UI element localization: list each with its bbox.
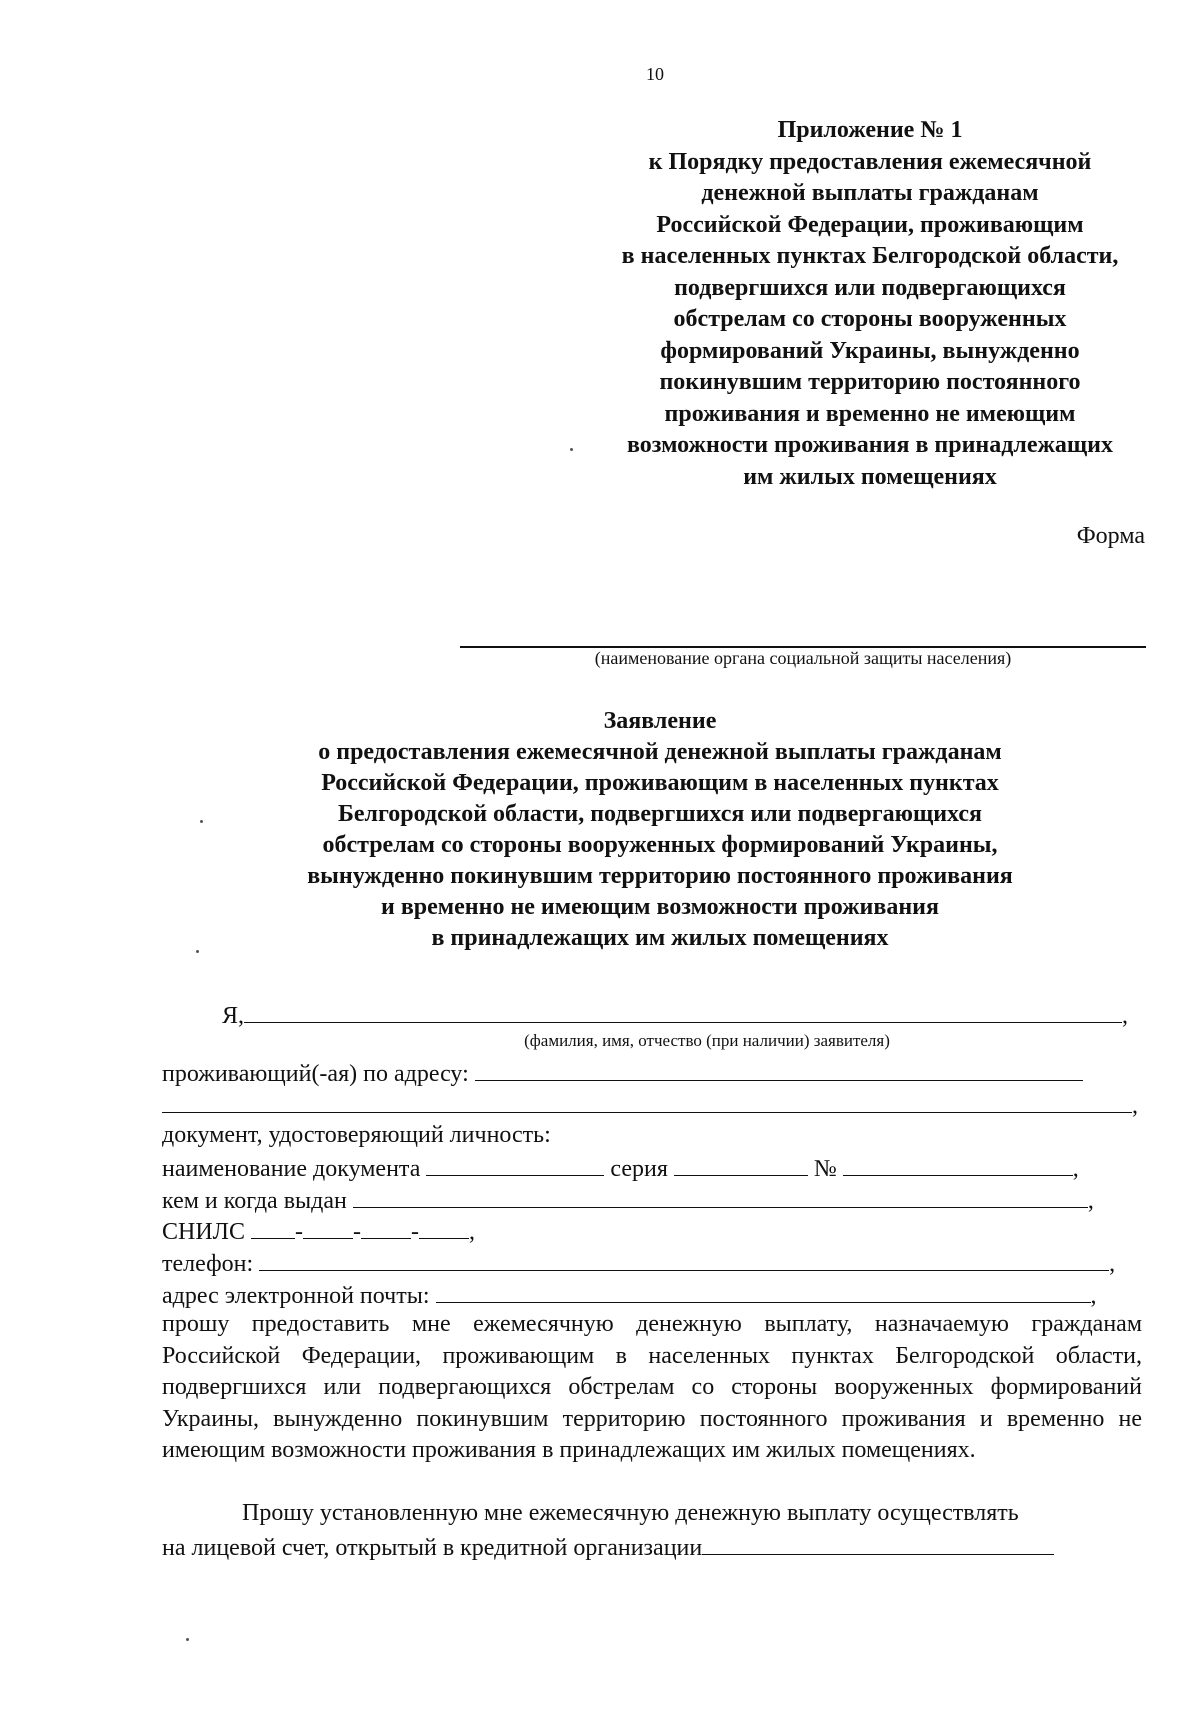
comma: ,	[1109, 1251, 1116, 1277]
title-line: в принадлежащих им жилых помещениях	[431, 925, 889, 951]
number-field[interactable]	[843, 1153, 1073, 1176]
scan-speck	[186, 1638, 189, 1641]
request-paragraph: прошу предоставить мне ежемесячную денежную выплату, назначаемую гражданам Российской Федерации, проживающим в населенных пунктах Белгородской области, подвергшихся или подвергающихся обстрелам со стороны вооруженных формирований Украины, вынужденно покинувшим территорию постоянного проживания и временно не имеющим возможности проживания в принадлежащих им жилых помещениях.	[162, 1311, 1142, 1463]
appendix-line: к Порядку предоставления ежемесячной	[648, 148, 1092, 175]
snils-dash: -	[352, 1219, 361, 1245]
applicant-name-row	[222, 1000, 1128, 1030]
application-title	[200, 706, 1120, 954]
appendix-header	[560, 115, 1180, 493]
phone-row	[162, 1248, 1115, 1278]
applicant-name-caption: (фамилия, имя, отчество (при наличии) заявителя)	[524, 1031, 890, 1050]
doc-name-label: наименование документа	[162, 1156, 421, 1182]
scan-speck	[200, 820, 203, 823]
org-name-caption: (наименование органа социальной защиты населения)	[594, 648, 1012, 668]
title-line: о предоставления ежемесячной денежной выплаты гражданам	[318, 739, 1002, 765]
applicant-name-field[interactable]	[244, 1000, 1122, 1023]
snils-part-1[interactable]	[251, 1216, 295, 1239]
phone-label: телефон:	[162, 1251, 254, 1277]
appendix-line: в населенных пунктах Белгородской области,	[621, 243, 1119, 269]
phone-field[interactable]	[259, 1248, 1109, 1271]
appendix-line: денежной выплаты гражданам	[701, 180, 1039, 206]
appendix-line: Приложение № 1	[777, 117, 963, 143]
bank-field[interactable]	[702, 1532, 1054, 1555]
address-row	[162, 1058, 1083, 1088]
payment-paragraph-line-2	[162, 1532, 1054, 1562]
email-row	[162, 1280, 1097, 1310]
issued-row	[162, 1185, 1094, 1215]
series-field[interactable]	[674, 1153, 808, 1176]
address-field[interactable]	[475, 1058, 1083, 1081]
comma: ,	[468, 1219, 475, 1245]
appendix-line: Российской Федерации, проживающим	[656, 211, 1084, 238]
i-label: Я,	[222, 1003, 245, 1029]
payment-paragraph-line-1: Прошу установленную мне ежемесячную денежную выплату осуществлять	[242, 1500, 1019, 1526]
appendix-line: формирований Украины, вынужденно	[660, 337, 1080, 364]
appendix-line: проживания и временно не имеющим	[664, 400, 1076, 427]
appendix-line: покинувшим территорию постоянного	[659, 369, 1081, 395]
appendix-line: им жилых помещениях	[743, 463, 997, 490]
scan-speck	[570, 448, 573, 451]
number-label: №	[813, 1156, 837, 1182]
title-line: обстрелам со стороны вооруженных формирований Украины,	[322, 832, 998, 858]
doc-name-field[interactable]	[426, 1153, 604, 1176]
snils-part-2[interactable]	[303, 1216, 353, 1239]
issued-field[interactable]	[353, 1185, 1088, 1208]
doc-heading: документ, удостоверяющий личность:	[162, 1122, 551, 1148]
snils-label: СНИЛС	[162, 1219, 245, 1245]
email-field[interactable]	[436, 1280, 1091, 1303]
doc-name-row	[162, 1153, 1079, 1183]
snils-part-4[interactable]	[419, 1216, 469, 1239]
comma: ,	[1090, 1283, 1097, 1309]
comma: ,	[1122, 1003, 1129, 1029]
appendix-line: обстрелам со стороны вооруженных	[673, 306, 1067, 332]
title-line: Белгородской области, подвергшихся или подвергающихся	[337, 801, 982, 827]
title-line: Российской Федерации, проживающим в населенных пунктах	[321, 770, 999, 796]
title-line: и временно не имеющим возможности проживания	[381, 894, 939, 920]
form-label: Форма	[1076, 523, 1145, 549]
address-label: проживающий(-ая) по адресу:	[162, 1061, 469, 1087]
comma: ,	[1072, 1156, 1079, 1182]
email-label: адрес электронной почты:	[162, 1283, 430, 1309]
snils-dash: -	[410, 1219, 419, 1245]
address-row-2	[162, 1090, 1138, 1120]
title-line: вынужденно покинувшим территорию постоянного проживания	[307, 863, 1013, 889]
address-field-2[interactable]	[162, 1090, 1132, 1113]
comma: ,	[1132, 1093, 1138, 1119]
title-line: Заявление	[603, 708, 717, 734]
issued-label: кем и когда выдан	[162, 1188, 347, 1214]
comma: ,	[1087, 1188, 1094, 1214]
snils-part-3[interactable]	[361, 1216, 411, 1239]
snils-dash: -	[294, 1219, 303, 1245]
appendix-line: возможности проживания в принадлежащих	[627, 432, 1113, 458]
bank-label: на лицевой счет, открытый в кредитной организации	[162, 1535, 703, 1561]
appendix-line: подвергшихся или подвергающихся	[674, 274, 1066, 301]
page-number: 10	[646, 64, 664, 84]
scan-speck	[196, 950, 199, 953]
snils-row	[162, 1216, 475, 1246]
series-label: серия	[610, 1156, 668, 1182]
